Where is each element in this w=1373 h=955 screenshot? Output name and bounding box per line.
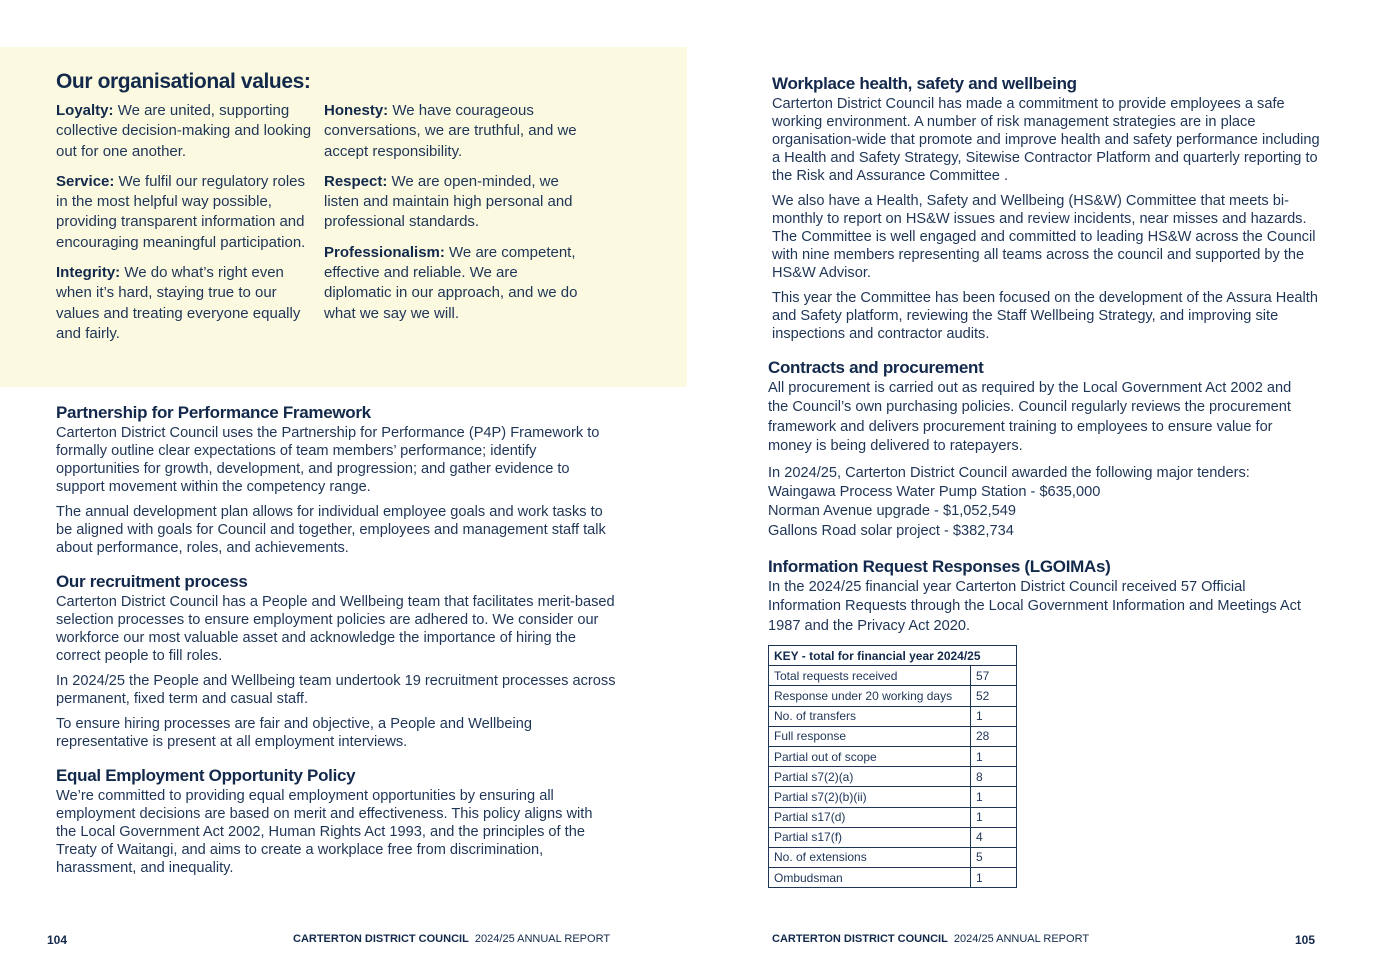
row-label: Response under 20 working days <box>769 686 971 706</box>
row-value: 1 <box>971 746 1017 766</box>
section-heading: Our recruitment process <box>56 572 248 591</box>
table-row <box>769 868 1017 888</box>
lgoima-table <box>768 645 1017 888</box>
contracts-section <box>768 358 1308 541</box>
row-label: Total requests received <box>769 666 971 686</box>
section-heading: Workplace health, safety and wellbeing <box>772 74 1077 93</box>
value-text: We are united, supporting collective decision-making and looking out for one another. <box>56 102 312 160</box>
table-header: KEY - total for financial year 2024/25 <box>769 646 1017 666</box>
whs-section <box>772 74 1320 350</box>
table-row <box>769 807 1017 827</box>
value-term: Service: <box>56 172 115 190</box>
paragraph: To ensure hiring processes are fair and objective, a People and Wellbeing representative is present at all employment interviews. <box>56 716 532 750</box>
paragraph: In the 2024/25 financial year Carterton District Council received 57 Official Information Requests through the Local Government Information and Meetings Act 1987 and the Privacy Act 2020. <box>768 579 1301 634</box>
footer-right <box>772 933 1089 945</box>
row-value: 1 <box>971 868 1017 888</box>
paragraph: In 2024/25 the People and Wellbeing team undertook 19 recruitment processes across permanent, fixed term and casual staff. <box>56 673 616 707</box>
row-label: No. of transfers <box>769 706 971 726</box>
value-text: We have courageous conversations, we are truthful, and we accept responsibility. <box>324 102 577 160</box>
section-heading: Information Request Responses (LGOIMAs) <box>768 557 1111 576</box>
tender-item: Norman Avenue upgrade - $1,052,549 <box>768 503 1017 520</box>
row-label: No. of extensions <box>769 847 971 867</box>
values-heading: Our organisational values: <box>56 70 311 93</box>
value-text: We fulfil our regulatory roles in the most helpful way possible, providing transparent information and encouraging meaningful participation. <box>56 172 306 251</box>
footer-org: CARTERTON DISTRICT COUNCIL <box>772 933 948 945</box>
paragraph: The annual development plan allows for individual employee goals and work tasks to be aligned with goals for Council and together, employees and management staff talk about performance, roles, and achievements. <box>56 504 606 556</box>
page-number-left: 104 <box>47 933 68 947</box>
table-row <box>769 746 1017 766</box>
recruitment-section <box>56 572 616 758</box>
page-number-right: 105 <box>1295 933 1316 947</box>
row-value: 52 <box>971 686 1017 706</box>
value-loyalty <box>56 101 314 162</box>
paragraph: Carterton District Council uses the Partnership for Performance (P4P) Framework to formally outline clear expectations of team members’ performance; identify opportunities for growth, development, and progression; and gather evidence to support movement within the competency range. <box>56 425 600 495</box>
footer-report: 2024/25 ANNUAL REPORT <box>953 933 1090 945</box>
table-header-row <box>769 646 1017 666</box>
row-label: Partial s17(f) <box>769 827 971 847</box>
row-value: 57 <box>971 666 1017 686</box>
section-heading: Contracts and procurement <box>768 358 984 377</box>
value-term: Integrity: <box>56 264 121 282</box>
tender-item: Gallons Road solar project - $382,734 <box>768 522 1014 539</box>
value-term: Loyalty: <box>56 102 114 119</box>
table-row <box>769 706 1017 726</box>
value-professionalism <box>324 243 586 324</box>
section-heading: Equal Employment Opportunity Policy <box>56 766 356 785</box>
value-integrity <box>56 263 314 344</box>
footer-report: 2024/25 ANNUAL REPORT <box>474 933 611 945</box>
lgoima-section <box>768 557 1316 643</box>
value-service <box>56 172 314 253</box>
eeo-section <box>56 766 616 884</box>
row-value: 28 <box>971 726 1017 746</box>
paragraph: Carterton District Council has a People and Wellbeing team that facilitates merit-based selection processes to ensure employment policies are adhered to. We consider our workforce our most valuable asset and acknowledge the importance of hiring the correct people to fill roles. <box>56 594 615 664</box>
table-row <box>769 767 1017 787</box>
table-row <box>769 787 1017 807</box>
value-text: We are open-minded, we listen and maintain high personal and professional standards. <box>324 172 573 231</box>
value-term: Honesty: <box>324 102 389 119</box>
table-row <box>769 847 1017 867</box>
table-row <box>769 827 1017 847</box>
table-row <box>769 686 1017 706</box>
table-row <box>769 666 1017 686</box>
row-value: 1 <box>971 787 1017 807</box>
row-value: 5 <box>971 847 1017 867</box>
paragraph: All procurement is carried out as required by the Local Government Act 2002 and the Council’s own purchasing policies. Council regularly reviews the procurement framework and delivers procurement training to employees to ensure value for money is being delivered to ratepayers. <box>768 380 1292 455</box>
value-text: We are competent, effective and reliable. We are diplomatic in our approach, and we do what we say we will. <box>324 243 578 322</box>
value-honesty <box>324 101 586 162</box>
row-label: Partial s17(d) <box>769 807 971 827</box>
row-value: 1 <box>971 706 1017 726</box>
table-row <box>769 726 1017 746</box>
row-label: Full response <box>769 726 971 746</box>
tender-item: Waingawa Process Water Pump Station - $635,000 <box>768 484 1101 501</box>
paragraph: We’re committed to providing equal employment opportunities by ensuring all employment decisions are based on merit and effectiveness. This policy aligns with the Local Government Act 2002, Human Rights Act 1993, and the principles of the Treaty of Waitangi, and aims to create a workplace free from discrimination, harassment, and inequality. <box>56 788 593 876</box>
value-respect <box>324 172 586 233</box>
footer-left <box>293 933 610 945</box>
row-label: Partial out of scope <box>769 746 971 766</box>
tenders-intro: In 2024/25, Carterton District Council awarded the following major tenders: <box>768 464 1250 481</box>
row-value: 4 <box>971 827 1017 847</box>
paragraph: This year the Committee has been focused on the development of the Assura Health and Safety platform, reviewing the Staff Wellbeing Strategy, and improving site inspections and contractor audits. <box>772 290 1318 342</box>
values-column-left <box>56 101 314 354</box>
row-value: 1 <box>971 807 1017 827</box>
value-term: Respect: <box>324 172 388 190</box>
value-text: We do what’s right even when it’s hard, staying true to our values and treating everyone equally and fairly. <box>56 264 301 342</box>
paragraph: We also have a Health, Safety and Wellbeing (HS&W) Committee that meets bi-monthly to report on HS&W issues and review incidents, near misses and hazards. The Committee is well engaged and committed to leading HS&W across the Council with nine members representing all teams across the council and supported by the HS&W Advisor. <box>772 193 1316 281</box>
footer-org: CARTERTON DISTRICT COUNCIL <box>293 933 469 945</box>
row-label: Partial s7(2)(b)(ii) <box>769 787 971 807</box>
row-label: Partial s7(2)(a) <box>769 767 971 787</box>
section-heading: Partnership for Performance Framework <box>56 403 371 422</box>
row-value: 8 <box>971 767 1017 787</box>
value-term: Professionalism: <box>324 243 445 261</box>
values-column-right <box>324 101 586 334</box>
row-label: Ombudsman <box>769 868 971 888</box>
paragraph: Carterton District Council has made a commitment to provide employees a safe working environment. A number of risk management strategies are in place organisation-wide that promote and improve health and safety performance including a Health and Safety Strategy, Sitewise Contractor Platform and quarterly reporting to the Risk and Assurance Committee . <box>772 96 1320 184</box>
p4p-section <box>56 403 616 564</box>
